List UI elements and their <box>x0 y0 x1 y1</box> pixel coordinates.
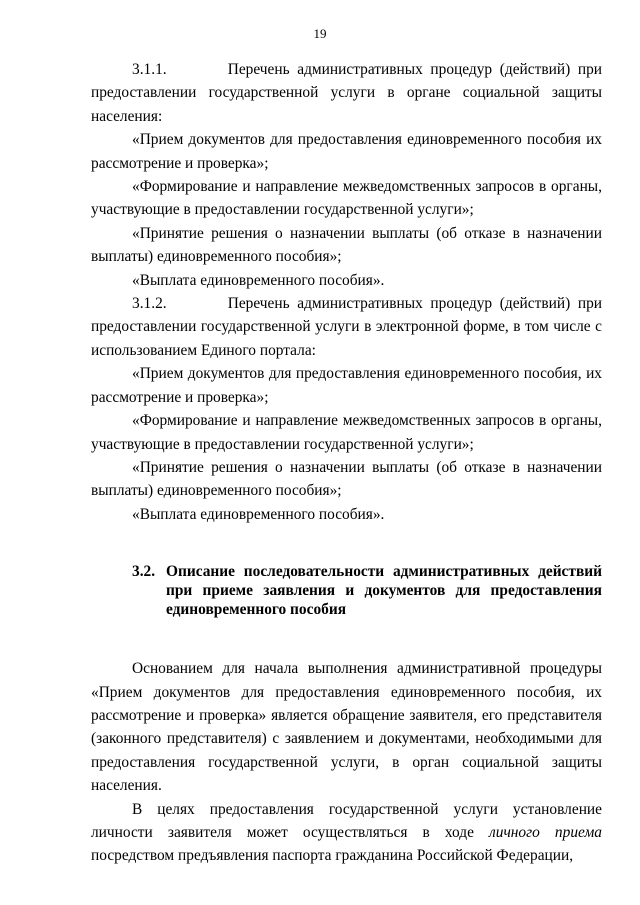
list-item: «Принятие решения о назначении выплаты (об отказе в назначении выплаты) единовременного пособия»; <box>91 224 602 266</box>
list-item: «Формирование и направление межведомственных запросов в органы, участвующие в предоставлении государственной услуги»; <box>91 178 602 219</box>
paragraph-3-1-2: 3.1.2. Перечень административных процедур (действий) при предоставлении государственной услуги в электронной форме, в том числе с использованием Единого портала: <box>91 295 602 359</box>
list-item: «Принятие решения о назначении выплаты (об отказе в назначении выплаты) единовременного пособия»; <box>91 458 602 500</box>
body-paragraph-2 <box>91 798 602 868</box>
body-paragraph-1: Основанием для начала выполнения административной процедуры «Прием документов для предоставления единовременного пособия, их рассмотрение и проверка» является обращение заявителя, его представителя (законного представителя) с заявлением и документами, необходимыми для предоставления государственной услуги, в орган социальной защиты населения. <box>91 660 602 795</box>
list-item: «Выплата единовременного пособия». <box>132 271 385 289</box>
list-item: «Прием документов для предоставления единовременного пособия их рассмотрение и проверка»; <box>91 131 602 172</box>
section-heading-3-2 <box>91 562 602 619</box>
paragraph-3-1-1: 3.1.1. Перечень административных процедур (действий) при предоставлении государственной услуги в органе социальной защиты населения: <box>91 61 602 125</box>
page-number: 19 <box>313 26 327 41</box>
section-number: 3.2. <box>132 563 156 581</box>
body-paragraph-2-end: посредством предъявления паспорта гражданина Российской Федерации, <box>91 847 574 865</box>
body-paragraph-2-italic: личного приема <box>489 823 602 841</box>
list-item: «Выплата единовременного пособия». <box>132 505 385 523</box>
section-title: Описание последовательности административных действий при приеме заявления и документов для предоставления единовременного пособия <box>166 563 602 619</box>
list-item: «Формирование и направление межведомственных запросов в органы, участвующие в предоставлении государственной услуги»; <box>91 412 602 453</box>
document-body <box>91 58 602 868</box>
list-item: «Прием документов для предоставления единовременного пособия, их рассмотрение и проверка»; <box>91 365 602 406</box>
body-paragraph-2-start: В целях предоставления государственной услуги установление личности заявителя может осуществляться в ходе <box>91 800 602 841</box>
spacer <box>91 619 602 657</box>
